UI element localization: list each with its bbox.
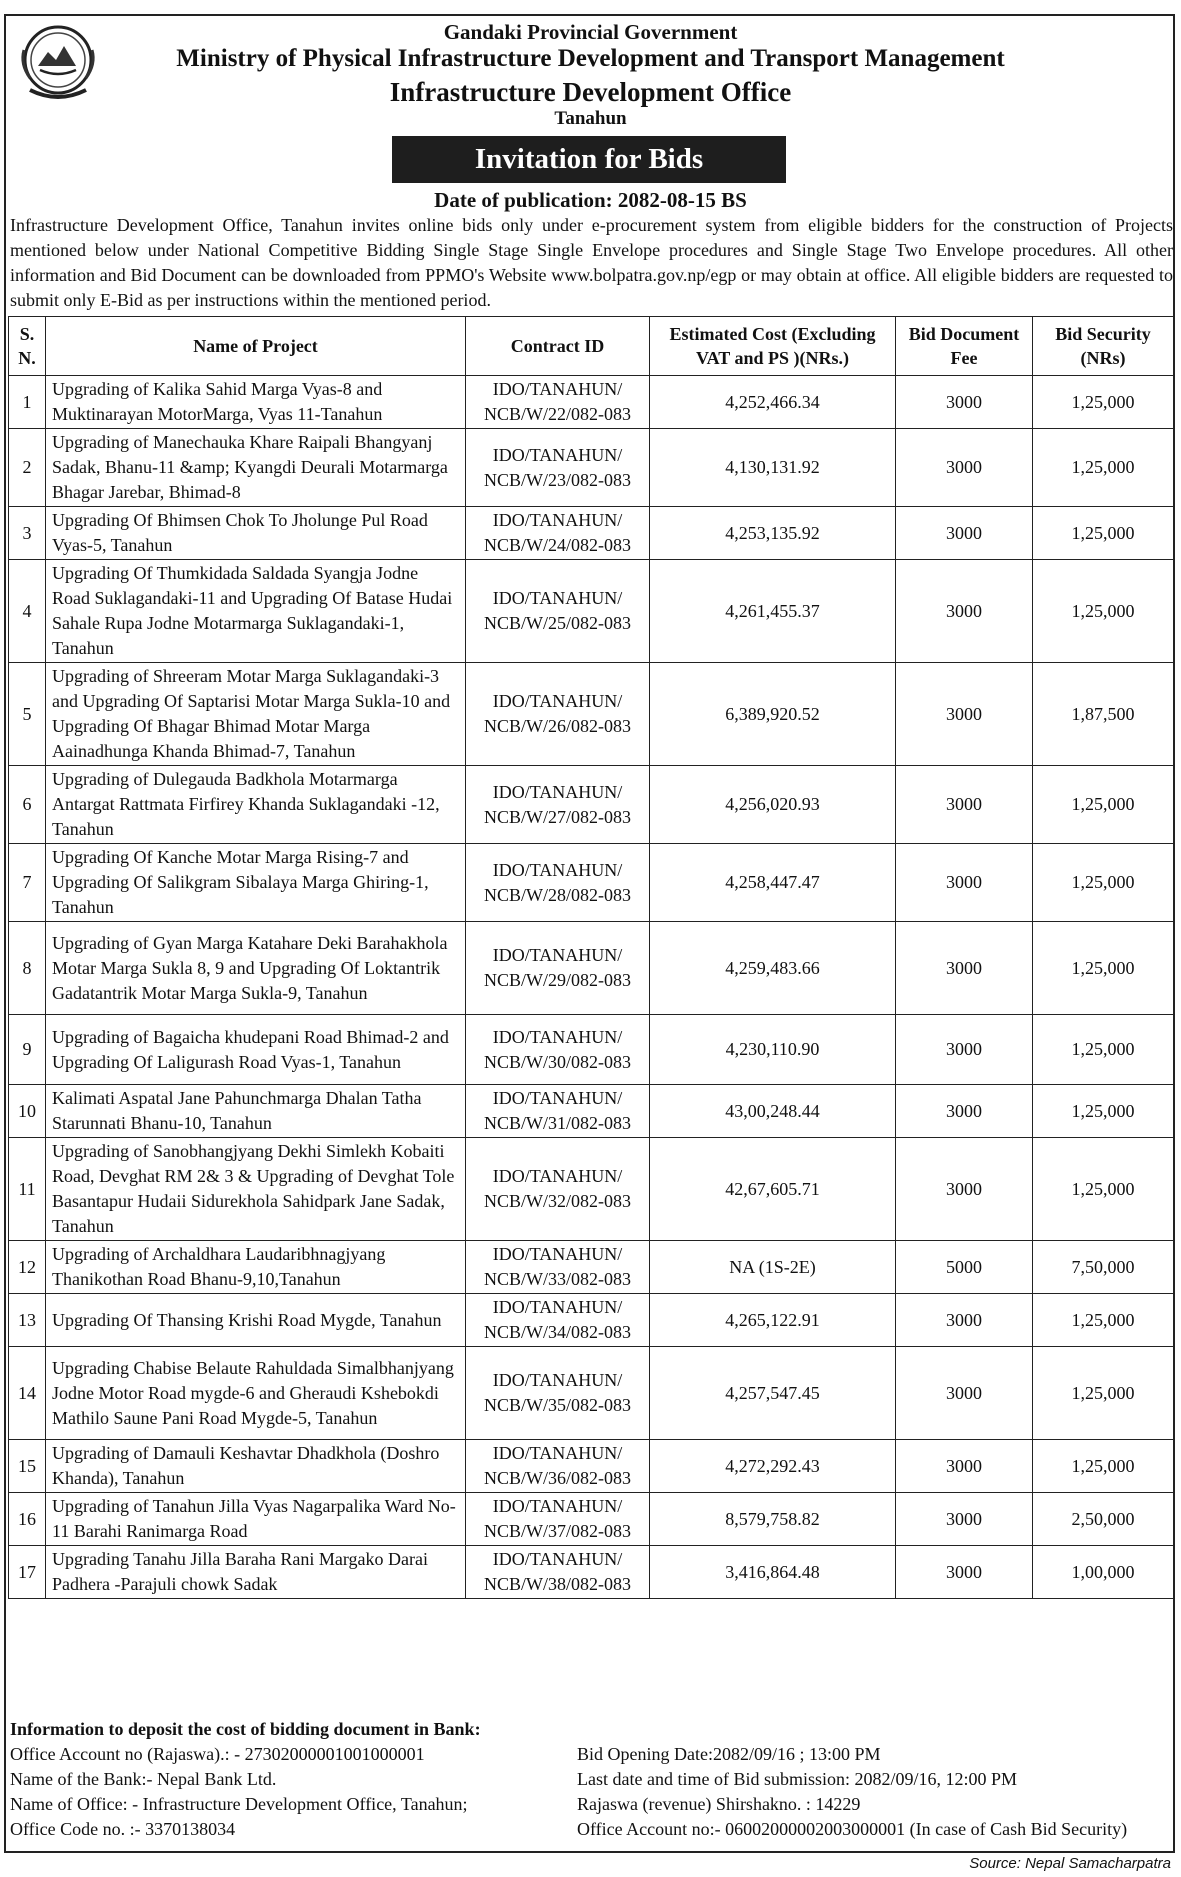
row-contract-id: IDO/TANAHUN/ NCB/W/25/082-083 bbox=[466, 560, 650, 663]
row-estimated-cost: 4,130,131.92 bbox=[650, 429, 896, 507]
row-project-name: Upgrading Of Thansing Krishi Road Mygde, Tanahun bbox=[46, 1294, 466, 1347]
source-credit: Source: Nepal Samacharpatra bbox=[969, 1855, 1171, 1872]
table-row bbox=[9, 1015, 1174, 1085]
row-bid-security: 1,00,000 bbox=[1033, 1546, 1174, 1599]
row-sn: 9 bbox=[9, 1015, 46, 1085]
row-bid-fee: 3000 bbox=[896, 560, 1033, 663]
row-bid-fee: 3000 bbox=[896, 922, 1033, 1015]
row-estimated-cost: 4,256,020.93 bbox=[650, 766, 896, 844]
row-contract-id: IDO/TANAHUN/ NCB/W/33/082-083 bbox=[466, 1241, 650, 1294]
header-contract-id: Contract ID bbox=[466, 317, 650, 376]
row-estimated-cost: 4,258,447.47 bbox=[650, 844, 896, 922]
row-project-name: Upgrading Of Bhimsen Chok To Jholunge Pul Road Vyas-5, Tanahun bbox=[46, 507, 466, 560]
row-contract-id: IDO/TANAHUN/ NCB/W/27/082-083 bbox=[466, 766, 650, 844]
table-row bbox=[9, 844, 1174, 922]
row-contract-id: IDO/TANAHUN/ NCB/W/23/082-083 bbox=[466, 429, 650, 507]
office-name-footer: Name of Office: - Infrastructure Development Office, Tanahun; bbox=[10, 1794, 468, 1814]
publication-date: Date of publication: 2082-08-15 BS bbox=[434, 188, 747, 212]
row-bid-security: 1,25,000 bbox=[1033, 429, 1174, 507]
row-sn: 10 bbox=[9, 1085, 46, 1138]
row-bid-fee: 3000 bbox=[896, 663, 1033, 766]
row-bid-security: 1,25,000 bbox=[1033, 507, 1174, 560]
row-bid-fee: 3000 bbox=[896, 844, 1033, 922]
bid-dates-info bbox=[577, 1742, 1177, 1842]
table-row bbox=[9, 507, 1174, 560]
row-project-name: Upgrading of Damauli Keshavtar Dhadkhola (Doshro Khanda), Tanahun bbox=[46, 1440, 466, 1493]
row-bid-fee: 3000 bbox=[896, 1347, 1033, 1440]
row-project-name: Upgrading Of Thumkidada Saldada Syangja Jodne Road Suklagandaki-11 and Upgrading Of Batase Hudai Sahale Rupa Jodne Motarmarga Suklagandaki-1, Tanahun bbox=[46, 560, 466, 663]
row-project-name: Upgrading of Bagaicha khudepani Road Bhimad-2 and Upgrading Of Laligurash Road Vyas-1, Tanahun bbox=[46, 1015, 466, 1085]
row-bid-security: 1,25,000 bbox=[1033, 1440, 1174, 1493]
row-sn: 16 bbox=[9, 1493, 46, 1546]
row-estimated-cost: 3,416,864.48 bbox=[650, 1546, 896, 1599]
row-estimated-cost: 4,257,547.45 bbox=[650, 1347, 896, 1440]
row-bid-security: 7,50,000 bbox=[1033, 1241, 1174, 1294]
row-estimated-cost: 6,389,920.52 bbox=[650, 663, 896, 766]
row-bid-fee: 3000 bbox=[896, 1015, 1033, 1085]
row-sn: 5 bbox=[9, 663, 46, 766]
header-bid-fee: Bid Document Fee bbox=[896, 317, 1033, 376]
table-row bbox=[9, 1546, 1174, 1599]
bids-table bbox=[8, 316, 1174, 1599]
table-row bbox=[9, 376, 1174, 429]
row-sn: 7 bbox=[9, 844, 46, 922]
table-row bbox=[9, 766, 1174, 844]
row-bid-security: 1,25,000 bbox=[1033, 766, 1174, 844]
row-bid-security: 1,25,000 bbox=[1033, 1085, 1174, 1138]
row-bid-fee: 3000 bbox=[896, 1294, 1033, 1347]
row-project-name: Upgrading of Kalika Sahid Marga Vyas-8 and Muktinarayan MotorMarga, Vyas 11-Tanahun bbox=[46, 376, 466, 429]
row-bid-fee: 3000 bbox=[896, 507, 1033, 560]
row-contract-id: IDO/TANAHUN/ NCB/W/36/082-083 bbox=[466, 1440, 650, 1493]
bank-info bbox=[10, 1717, 570, 1842]
row-sn: 2 bbox=[9, 429, 46, 507]
row-estimated-cost: 4,252,466.34 bbox=[650, 376, 896, 429]
row-estimated-cost: 8,579,758.82 bbox=[650, 1493, 896, 1546]
row-project-name: Upgrading of Tanahun Jilla Vyas Nagarpalika Ward No-11 Barahi Ranimarga Road bbox=[46, 1493, 466, 1546]
table-row bbox=[9, 1138, 1174, 1241]
row-bid-fee: 3000 bbox=[896, 1138, 1033, 1241]
row-bid-security: 1,25,000 bbox=[1033, 1015, 1174, 1085]
table-row bbox=[9, 429, 1174, 507]
row-sn: 11 bbox=[9, 1138, 46, 1241]
row-estimated-cost: 4,265,122.91 bbox=[650, 1294, 896, 1347]
row-estimated-cost: NA (1S-2E) bbox=[650, 1241, 896, 1294]
row-contract-id: IDO/TANAHUN/ NCB/W/28/082-083 bbox=[466, 844, 650, 922]
row-sn: 1 bbox=[9, 376, 46, 429]
row-bid-security: 1,25,000 bbox=[1033, 560, 1174, 663]
bid-opening-date: Bid Opening Date:2082/09/16 ; 13:00 PM bbox=[577, 1744, 881, 1764]
row-bid-fee: 3000 bbox=[896, 1493, 1033, 1546]
row-estimated-cost: 4,261,455.37 bbox=[650, 560, 896, 663]
row-bid-security: 1,25,000 bbox=[1033, 376, 1174, 429]
table-row bbox=[9, 1085, 1174, 1138]
row-project-name: Upgrading of Gyan Marga Katahare Deki Barahakhola Motar Marga Sukla 8, 9 and Upgrading Of Loktantrik Gadatantrik Motar Marga Sukla-9, Tanahun bbox=[46, 922, 466, 1015]
row-project-name: Upgrading Chabise Belaute Rahuldada Simalbhanjyang Jodne Motor Road mygde-6 and Gheraudi Kshebokdi Mathilo Saune Pani Road Mygde-5, Tanahun bbox=[46, 1347, 466, 1440]
row-sn: 6 bbox=[9, 766, 46, 844]
row-estimated-cost: 4,259,483.66 bbox=[650, 922, 896, 1015]
row-contract-id: IDO/TANAHUN/ NCB/W/34/082-083 bbox=[466, 1294, 650, 1347]
row-project-name: Upgrading Tanahu Jilla Baraha Rani Margako Darai Padhera -Parajuli chowk Sadak bbox=[46, 1546, 466, 1599]
row-bid-security: 1,25,000 bbox=[1033, 1347, 1174, 1440]
header-estimated-cost: Estimated Cost (Excluding VAT and PS )(NRs.) bbox=[650, 317, 896, 376]
row-project-name: Upgrading of Manechauka Khare Raipali Bhangyanj Sadak, Bhanu-11 &amp; Kyangdi Deurali Motarmarga Bhagar Jarebar, Bhimad-8 bbox=[46, 429, 466, 507]
ministry-name: Ministry of Physical Infrastructure Development and Transport Management bbox=[176, 45, 1005, 72]
row-contract-id: IDO/TANAHUN/ NCB/W/29/082-083 bbox=[466, 922, 650, 1015]
table-row bbox=[9, 663, 1174, 766]
row-project-name: Upgrading of Shreeram Motar Marga Suklagandaki-3 and Upgrading Of Saptarisi Motar Marga Sukla-10 and Upgrading Of Bhagar Bhimad Motar Marga Aainadhunga Khanda Bhimad-7, Tanahun bbox=[46, 663, 466, 766]
bid-last-date: Last date and time of Bid submission: 2082/09/16, 12:00 PM bbox=[577, 1769, 1017, 1789]
security-account: Office Account no:- 06002000002003000001 (In case of Cash Bid Security) bbox=[577, 1819, 1128, 1839]
row-contract-id: IDO/TANAHUN/ NCB/W/31/082-083 bbox=[466, 1085, 650, 1138]
row-contract-id: IDO/TANAHUN/ NCB/W/37/082-083 bbox=[466, 1493, 650, 1546]
row-contract-id: IDO/TANAHUN/ NCB/W/22/082-083 bbox=[466, 376, 650, 429]
district-name: Tanahun bbox=[554, 108, 627, 129]
row-contract-id: IDO/TANAHUN/ NCB/W/26/082-083 bbox=[466, 663, 650, 766]
table-row bbox=[9, 560, 1174, 663]
intro-paragraph: Infrastructure Development Office, Tanahun invites online bids only under e-procurement system from eligible bidders for the construction of Projects mentioned below under National Competitive Bidding Single Stage Single Envelope procedures and Single Stage Two Envelope procedures. All other information and Bid Document can be downloaded from PPMO's Website www.bolpatra.gov.np/egp or may obtain at office. All eligible bidders are requested to submit only E-Bid as per instructions within the mentioned period. bbox=[10, 215, 1173, 310]
row-estimated-cost: 42,67,605.71 bbox=[650, 1138, 896, 1241]
row-bid-fee: 3000 bbox=[896, 1440, 1033, 1493]
table-row bbox=[9, 1241, 1174, 1294]
row-contract-id: IDO/TANAHUN/ NCB/W/35/082-083 bbox=[466, 1347, 650, 1440]
row-estimated-cost: 4,272,292.43 bbox=[650, 1440, 896, 1493]
table-row bbox=[9, 1347, 1174, 1440]
bank-name: Name of the Bank:- Nepal Bank Ltd. bbox=[10, 1769, 277, 1789]
row-bid-security: 1,25,000 bbox=[1033, 1294, 1174, 1347]
table-row bbox=[9, 1440, 1174, 1493]
table-header-row bbox=[9, 317, 1174, 376]
row-bid-security: 2,50,000 bbox=[1033, 1493, 1174, 1546]
row-project-name: Kalimati Aspatal Jane Pahunchmarga Dhalan Tatha Starunnati Bhanu-10, Tanahun bbox=[46, 1085, 466, 1138]
row-project-name: Upgrading Of Kanche Motar Marga Rising-7 and Upgrading Of Salikgram Sibalaya Marga Ghiring-1, Tanahun bbox=[46, 844, 466, 922]
row-sn: 3 bbox=[9, 507, 46, 560]
row-bid-fee: 3000 bbox=[896, 766, 1033, 844]
government-name: Gandaki Provincial Government bbox=[443, 20, 738, 44]
rajaswa-code: Rajaswa (revenue) Shirshakno. : 14229 bbox=[577, 1794, 861, 1814]
office-account: Office Account no (Rajaswa).: - 27302000001001000001 bbox=[10, 1744, 425, 1764]
row-bid-security: 1,25,000 bbox=[1033, 844, 1174, 922]
row-bid-fee: 3000 bbox=[896, 429, 1033, 507]
row-contract-id: IDO/TANAHUN/ NCB/W/30/082-083 bbox=[466, 1015, 650, 1085]
office-name: Infrastructure Development Office bbox=[389, 77, 792, 107]
office-code: Office Code no. :- 3370138034 bbox=[10, 1819, 236, 1839]
bank-info-heading: Information to deposit the cost of bidding document in Bank: bbox=[10, 1719, 481, 1739]
table-row bbox=[9, 922, 1174, 1015]
row-bid-security: 1,25,000 bbox=[1033, 1138, 1174, 1241]
row-sn: 13 bbox=[9, 1294, 46, 1347]
row-project-name: Upgrading of Dulegauda Badkhola Motarmarga Antargat Rattmata Firfirey Khanda Suklagandaki -12, Tanahun bbox=[46, 766, 466, 844]
row-sn: 17 bbox=[9, 1546, 46, 1599]
row-bid-fee: 3000 bbox=[896, 1085, 1033, 1138]
row-bid-security: 1,25,000 bbox=[1033, 922, 1174, 1015]
header-sn: S. N. bbox=[9, 317, 46, 376]
row-sn: 14 bbox=[9, 1347, 46, 1440]
row-contract-id: IDO/TANAHUN/ NCB/W/38/082-083 bbox=[466, 1546, 650, 1599]
invitation-banner: Invitation for Bids bbox=[392, 136, 786, 183]
row-sn: 12 bbox=[9, 1241, 46, 1294]
header-name: Name of Project bbox=[46, 317, 466, 376]
row-bid-fee: 3000 bbox=[896, 376, 1033, 429]
row-estimated-cost: 4,230,110.90 bbox=[650, 1015, 896, 1085]
row-sn: 8 bbox=[9, 922, 46, 1015]
row-bid-security: 1,87,500 bbox=[1033, 663, 1174, 766]
row-contract-id: IDO/TANAHUN/ NCB/W/32/082-083 bbox=[466, 1138, 650, 1241]
row-estimated-cost: 43,00,248.44 bbox=[650, 1085, 896, 1138]
row-contract-id: IDO/TANAHUN/ NCB/W/24/082-083 bbox=[466, 507, 650, 560]
row-estimated-cost: 4,253,135.92 bbox=[650, 507, 896, 560]
row-sn: 15 bbox=[9, 1440, 46, 1493]
row-bid-fee: 5000 bbox=[896, 1241, 1033, 1294]
table-row bbox=[9, 1493, 1174, 1546]
row-project-name: Upgrading of Sanobhangjyang Dekhi Simlekh Kobaiti Road, Devghat RM 2& 3 & Upgrading of Devghat Tole Basantapur Hudaii Sidurekhola Sahidpark Jane Sadak, Tanahun bbox=[46, 1138, 466, 1241]
row-bid-fee: 3000 bbox=[896, 1546, 1033, 1599]
table-row bbox=[9, 1294, 1174, 1347]
row-project-name: Upgrading of Archaldhara Laudaribhnagjyang Thanikothan Road Bhanu-9,10,Tanahun bbox=[46, 1241, 466, 1294]
header-bid-security: Bid Security (NRs) bbox=[1033, 317, 1174, 376]
row-sn: 4 bbox=[9, 560, 46, 663]
